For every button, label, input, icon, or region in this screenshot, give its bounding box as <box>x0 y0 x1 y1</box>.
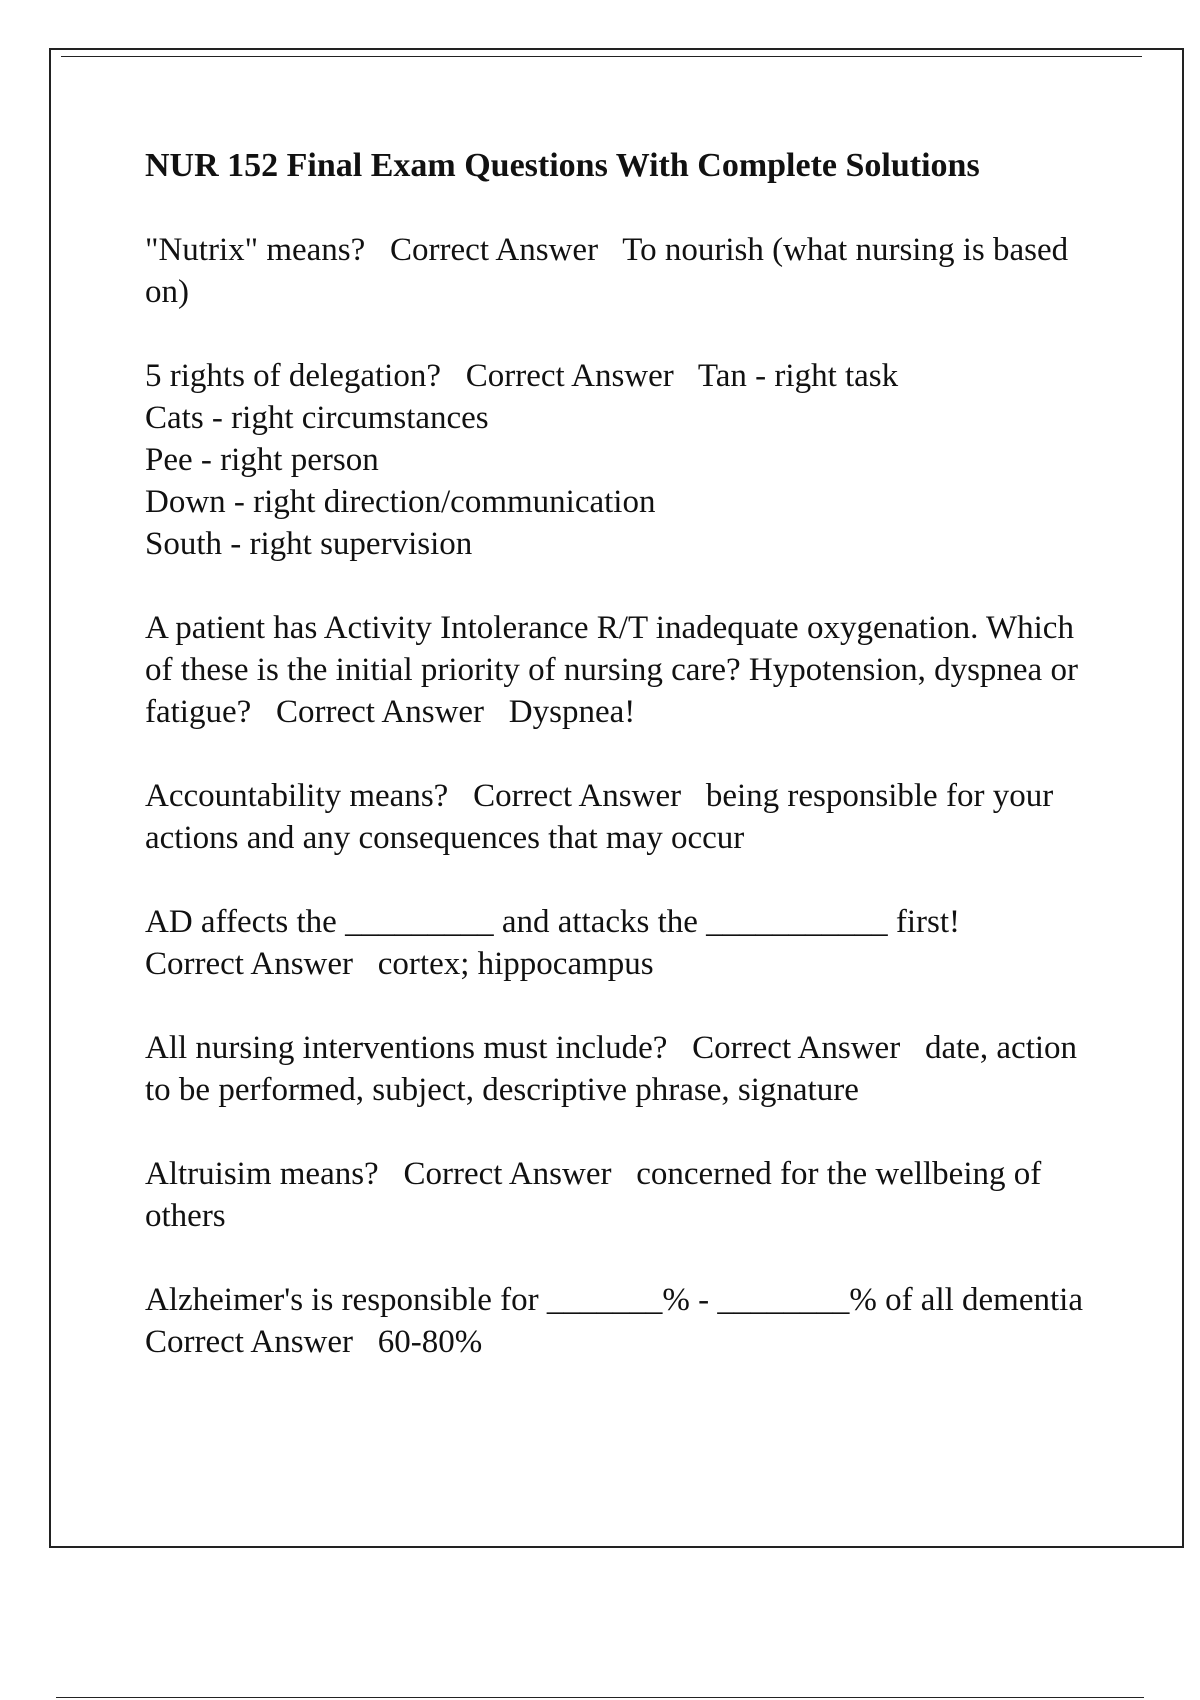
qa-item-alzheimers: Alzheimer's is responsible for _______% - ________% of all dementia Correct Answer 60-80% <box>145 1282 1108 1360</box>
qa-item-interventions: All nursing interventions must include? Correct Answer date, action to be performed, subject, descriptive phrase, signature <box>145 1030 1086 1108</box>
qa-item-nutrix: "Nutrix" means? Correct Answer To nourish (what nursing is based on) <box>145 232 1077 310</box>
qa-item-delegation: 5 rights of delegation? Correct Answer Tan - right task Cats - right circumstances Pee - right person Down - right direction/communication South - right supervision <box>145 358 899 562</box>
qa-item-activity-intolerance: A patient has Activity Intolerance R/T inadequate oxygenation. Which of these is the initial priority of nursing care? Hypotension, dyspnea or fatigue? Correct Answer Dyspnea! <box>145 610 1087 730</box>
qa-item-accountability: Accountability means? Correct Answer being responsible for your actions and any consequences that may occur <box>145 778 1062 856</box>
document-title: NUR 152 Final Exam Questions With Complete Solutions <box>145 147 980 184</box>
document-body <box>145 145 1108 1405</box>
qa-item-ad-affects: AD affects the _________ and attacks the ___________ first! Correct Answer cortex; hippocampus <box>145 904 961 982</box>
qa-item-altruism: Altruisim means? Correct Answer concerned for the wellbeing of others <box>145 1156 1050 1234</box>
footer-rule <box>56 1697 1144 1698</box>
header-rule <box>61 56 1142 57</box>
